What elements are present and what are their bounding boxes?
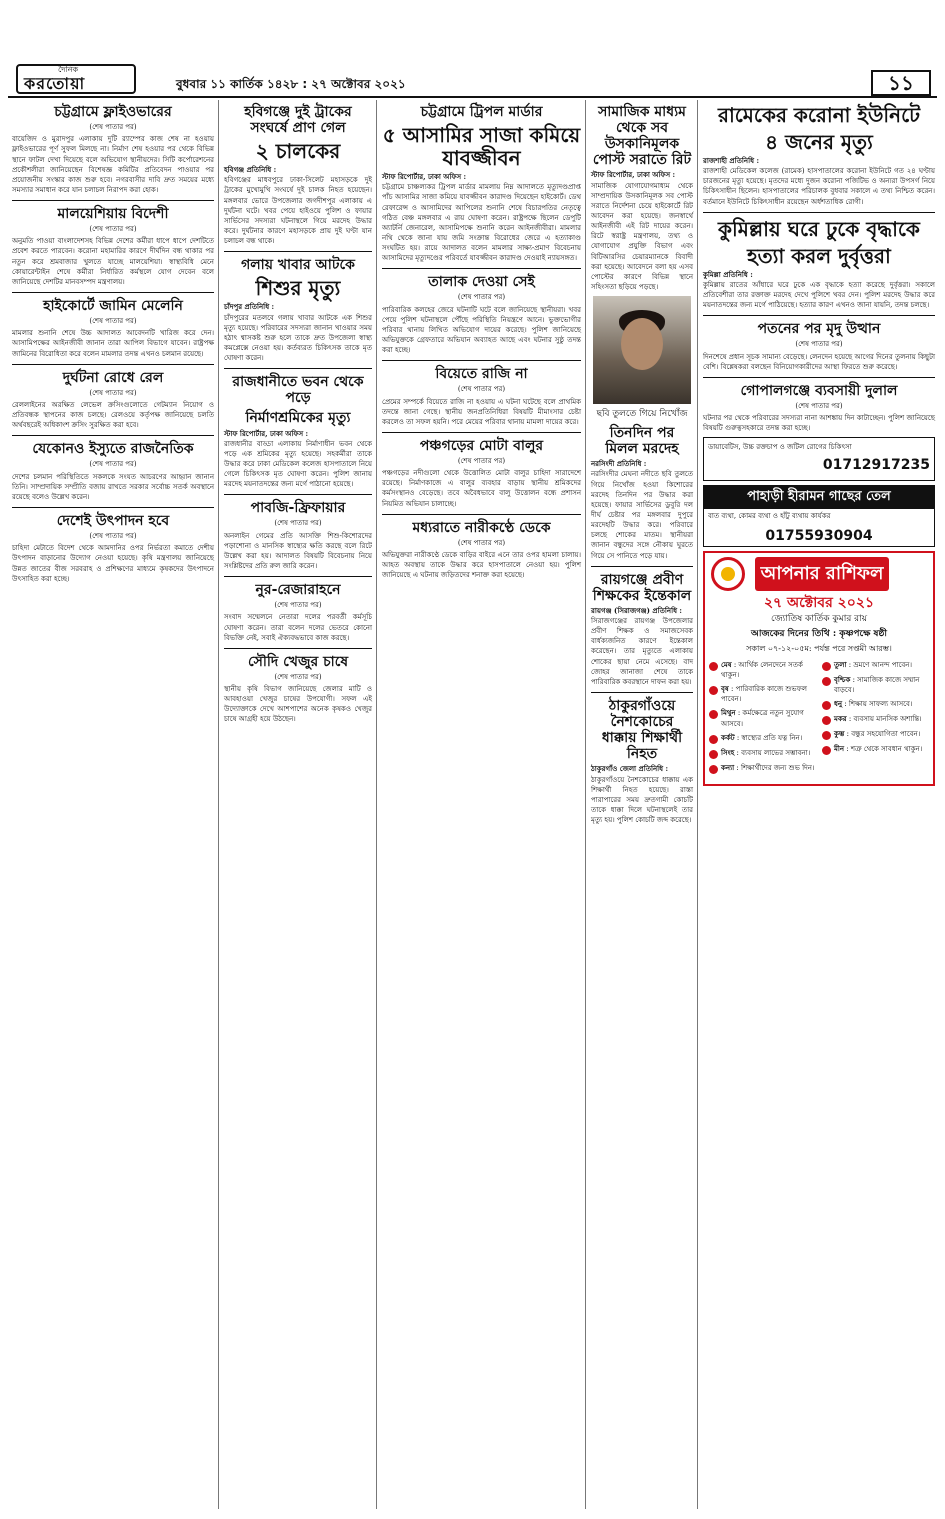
divider xyxy=(382,360,581,361)
byline: চাঁদপুর প্রতিনিধি : xyxy=(224,302,275,312)
article-body: অনলাইন গেমের প্রতি আসক্তি শিশু-কিশোরদের পড়াশোনা ও মানসিক স্বাস্থ্যের ক্ষতি করছে বলে রিটে উল্লেখ করা হয়। আদালত বিষয়টি বিবেচনায় নিয়ে সংশ্লিষ্টদের প্রতি রুল জারি করেন। xyxy=(224,531,372,571)
sign-content: মকর : ব্যবসায় মানসিক অশান্তি। xyxy=(834,714,922,724)
byline: রাজশাহী প্রতিনিধি : xyxy=(703,156,760,165)
divider xyxy=(224,648,372,649)
continued-label: (শেষ পাতার পর) xyxy=(274,672,322,681)
article-body: সংবাদ সম্মেলনে নেতারা দলের পরবর্তী কর্মসূচি ঘোষণা করেন। তারা বলেন দলের ভেতরে কোনো বিভক্তি নেই, সবাই ঐক্যবদ্ধভাবে কাজ করছে। xyxy=(224,613,372,642)
dateline: বুধবার ১১ কার্তিক ১৪২৮ : ২৭ অক্টোবর ২০২১ xyxy=(176,77,406,91)
horoscope-sign xyxy=(709,660,816,680)
sign-name: বৃষ xyxy=(721,684,729,694)
article-body: সিরাজগঞ্জের রায়গঞ্জ উপজেলার প্রবীণ শিক্ষক ও সমাজসেবক বার্ধক্যজনিত কারণে ইন্তেকাল করেছেন। তার মৃত্যুতে এলাকায় শোকের ছায়া নেমে এসেছে। বাদ জোহর জানাজা শেষে তাকে পারিবারিক কবরস্থানে দাফন করা হয়। xyxy=(591,617,693,686)
divider xyxy=(12,292,214,293)
sign-content: তুলা : ভ্রমণে আনন্দ পাবেন। xyxy=(834,659,912,669)
zodiac-icon xyxy=(709,662,718,671)
divider xyxy=(12,435,214,436)
horoscope-title: আপনার রাশিফল xyxy=(755,557,889,591)
sign-name: সিংহ xyxy=(721,747,735,757)
continued-label: (শেষ পাতার পর) xyxy=(89,460,137,469)
sign-text: পারিবারিক কাজে শুভফল পাবেন। xyxy=(721,685,807,704)
article-body: মামলার শুনানি শেষে উচ্চ আদালত আবেদনটি খারিজ করে দেন। আসামিপক্ষের আইনজীবী জানান তারা আপিল বিভাগে যাবেন। রাষ্ট্রপক্ষ জামিনের বিরোধিতা করে বলেন মামলার তদন্ত এখনও চলমান রয়েছে। xyxy=(12,329,214,358)
horoscope-sign xyxy=(709,733,816,744)
signs-right xyxy=(822,660,929,778)
continued-label: (শেষ পাতার পর) xyxy=(89,317,137,326)
zodiac-icon xyxy=(822,662,831,671)
divider xyxy=(12,364,214,365)
sign-text: ভ্রমণে আনন্দ পাবেন। xyxy=(853,660,912,669)
logo-prefix: দৈনিক xyxy=(58,65,79,74)
newspaper-logo xyxy=(16,64,136,94)
headline: গলায় খাবার আটকে xyxy=(241,257,355,274)
headline-line-2: ৪ জনের মৃত্যু xyxy=(765,130,873,154)
article-body: স্থানীয় কৃষি বিভাগ জানিয়েছে জেলার মাটি ও আবহাওয়া খেজুর চাষের উপযোগী। সফল এই উদ্যোক্তাকে দেখে আশপাশের অনেক কৃষকও খেজুর চাষে আগ্রহী হয়ে উঠছেন। xyxy=(224,685,372,724)
continued-label: (শেষ পাতার পর) xyxy=(89,532,137,541)
article-body: দিনশেষে প্রধান সূচক সামান্য বেড়েছে। লেনদেন হয়েছে আগের দিনের তুলনায় কিছুটা বেশি। বিশ্লেষকরা বলছেন বিনিয়োগকারীদের আস্থা ফিরতে শুরু করেছে। xyxy=(703,352,935,371)
article-body: রাজধানীর বাড্ডা এলাকায় নির্মাণাধীন ভবন থেকে পড়ে এক শ্রমিকের মৃত্যু হয়েছে। সহকর্মীরা তাকে উদ্ধার করে ঢাকা মেডিকেল কলেজ হাসপাতালে নিয়ে গেলে চিকিৎসক মৃত ঘোষণা করেন। পুলিশ জানায় মরদেহ ময়নাতদন্তের জন্য মর্গে পাঠানো হয়েছে। xyxy=(224,439,372,489)
byline: কুমিল্লা প্রতিনিধি : xyxy=(703,269,753,279)
horoscope-sign xyxy=(822,675,929,695)
sign-content: কুম্ভ : বন্ধুর সহযোগিতা পাবেন। xyxy=(834,729,921,739)
divider xyxy=(591,566,693,567)
zodiac-icon xyxy=(709,735,718,744)
article-body: রাজশাহী মেডিকেল কলেজ (রামেক) হাসপাতালের করোনা ইউনিটে গত ২৪ ঘণ্টায় চারজনের মৃত্যু হয়েছে। মৃতদের মধ্যে দুজন করোনা পজিটিভ ও অন্যরা উপসর্গ নিয়ে চিকিৎসাধীন ছিলেন। হাসপাতালের পরিচালক বুধবার সকালে এ তথ্য নিশ্চিত করেন। বর্তমানে ইউনিটে চিকিৎসাধীন রয়েছেন অর্ধশতাধিক রোগী। xyxy=(703,167,935,206)
divider xyxy=(703,377,935,378)
kicker: চট্টগ্রামে ট্রিপল মার্ডার xyxy=(420,104,543,120)
divider xyxy=(224,494,372,495)
sign-text: শিক্ষার্থীদের জন্য শুভ দিন। xyxy=(740,763,815,772)
divider xyxy=(224,368,372,369)
continued-label: (শেষ পাতার পর) xyxy=(89,225,137,234)
divider xyxy=(382,268,581,269)
sign-text: কর্মক্ষেত্রে নতুন সুযোগ আসবে। xyxy=(721,709,804,728)
headline: সামাজিক মাধ্যম থেকে সব উসকানিমূলক পোস্ট সরাতে রিট xyxy=(592,104,692,169)
column-4 xyxy=(591,100,693,828)
byline: স্টাফ রিপোর্টার, ঢাকা অফিস : xyxy=(224,428,309,438)
sign-content: মিথুন : কর্মক্ষেত্রে নতুন সুযোগ আসবে। xyxy=(721,708,804,728)
divider xyxy=(12,200,214,201)
zodiac-icon xyxy=(822,716,831,725)
sign-name: মকর xyxy=(834,714,847,724)
continued-label: (শেষ পাতার পর) xyxy=(457,385,506,394)
byline: ঠাকুরগাঁও জেলা প্রতিনিধি : xyxy=(591,764,669,774)
headline: তিনদিন পর মিলল মরদেহ xyxy=(605,425,679,458)
horoscope-date: ২৭ অক্টোবর ২০২১ xyxy=(763,595,875,612)
sign-name: মিথুন xyxy=(721,708,736,718)
horoscope-sign xyxy=(709,763,816,774)
sign-text: স্বাস্থ্যের প্রতি যত্ন নিন। xyxy=(741,733,803,742)
sign-text: শত্রু থেকে সাবধান থাকুন। xyxy=(850,745,923,754)
sign-name: কন্যা xyxy=(721,762,735,772)
column-divider xyxy=(376,100,377,1509)
headline-line-2: হত্যা করল দুর্বৃত্তরা xyxy=(747,243,891,268)
article-body: ঘটনার পর থেকে পরিবারের সদস্যরা নানা আশঙ্কায় দিন কাটাচ্ছেন। পুলিশ জানিয়েছে বিষয়টি গুরুত্বসহকারে তদন্ত করা হচ্ছে। xyxy=(703,414,935,433)
byline: স্টাফ রিপোর্টার, ঢাকা অফিস : xyxy=(382,172,467,182)
column-divider xyxy=(585,100,586,1509)
horoscope-sign xyxy=(822,699,929,710)
sign-content: মেষ : আর্থিক লেনদেনে সতর্ক থাকুন। xyxy=(721,659,803,680)
horoscope-sign xyxy=(822,729,929,740)
headline: বিয়েতে রাজি না xyxy=(435,366,528,383)
horoscope-sign xyxy=(709,708,816,728)
article-body: চট্টগ্রামে চাঞ্চল্যকর ট্রিপল মার্ডার মামলায় নিম্ন আদালতে মৃত্যুদণ্ডপ্রাপ্ত পাঁচ আসামির সাজা কমিয়ে যাবজ্জীবন কারাদণ্ড দিয়েছেন হাইকোর্ট। ডেথ রেফারেন্স ও আসামিদের আপিলের শুনানি শেষে বিচারপতির নেতৃত্বে গঠিত বেঞ্চ মঙ্গলবার এ রায় ঘোষণা করেন। রাষ্ট্রপক্ষে ছিলেন ডেপুটি অ্যাটর্নি জেনারেল, আসামিপক্ষে শুনানি করেন আইনজীবীরা। মামলার নথি থেকে জানা যায় জমি সংক্রান্ত বিরোধের জেরে এ হত্যাকাণ্ড সংঘটিত হয়। রায়ে আদালত বলেন মামলার সাক্ষ্য-প্রমাণ বিবেচনায় আসামিদের মৃত্যুদণ্ডের পরিবর্তে যাবজ্জীবন কারাদণ্ড দেওয়াই ন্যায়সঙ্গত। xyxy=(382,183,581,263)
article-body: অনুমতি পাওয়া বাংলাদেশসহ বিভিন্ন দেশের কর্মীরা ধাপে ধাপে দেশটিতে প্রবেশ করতে পারবেন। করোনা মহামারির কারণে দীর্ঘদিন বন্ধ থাকার পর নতুন করে শ্রমবাজার খুলতে যাচ্ছে মালয়েশিয়া। স্বাস্থ্যবিধি মেনে কোয়ারেন্টাইন শেষে কর্মীরা নির্ধারিত কর্মস্থলে যোগ দেবেন বলে জানিয়েছে দেশটির মানবসম্পদ মন্ত্রণালয়। xyxy=(12,237,214,286)
continued-label: (শেষ পাতার পর) xyxy=(457,457,506,466)
continued-label: (শেষ পাতার পর) xyxy=(457,293,506,302)
headline: মধ্যরাতে নারীকণ্ঠে ডেকে xyxy=(412,519,551,536)
zodiac-icon xyxy=(822,701,831,710)
article-body: চাঁদপুরের মতলবে গলায় খাবার আটকে এক শিশুর মৃত্যু হয়েছে। পরিবারের সদস্যরা জানান খাওয়ার সময় হঠাৎ শ্বাসকষ্ট শুরু হলে তাকে দ্রুত উপজেলা স্বাস্থ্য কমপ্লেক্সে নেওয়া হয়। কর্তব্যরত চিকিৎসক তাকে মৃত ঘোষণা করেন। xyxy=(224,313,372,363)
byline: রায়গঞ্জ (সিরাজগঞ্জ) প্রতিনিধি : xyxy=(591,605,683,615)
sign-text: ব্যবসায় লাভের সম্ভাবনা। xyxy=(741,748,811,757)
photo-face xyxy=(621,318,663,370)
zodiac-icon xyxy=(822,731,831,740)
headline: কুমিল্লায় ঘরে ঢুকে বৃদ্ধাকে xyxy=(718,216,920,241)
zodiac-icon xyxy=(822,746,831,755)
horoscope-sign xyxy=(822,714,929,725)
headline: রামেকের করোনা ইউনিটে xyxy=(717,103,921,127)
article-body: হবিগঞ্জের মাধবপুরে ঢাকা-সিলেট মহাসড়কে দুই ট্রাকের মুখোমুখি সংঘর্ষে দুই চালক নিহত হয়েছেন। মঙ্গলবার ভোরে উপজেলার জগদীশপুর এলাকায় এ দুর্ঘটনা ঘটে। খবর পেয়ে হাইওয়ে পুলিশ ও ফায়ার সার্ভিসের সদস্যরা ঘটনাস্থলে গিয়ে মরদেহ উদ্ধার করে। দুর্ঘটনার কারণে মহাসড়কে প্রায় দুই ঘণ্টা যান চলাচল বন্ধ থাকে। xyxy=(224,176,372,246)
sign-name: মেষ xyxy=(721,659,732,669)
divider xyxy=(12,507,214,508)
signs-left xyxy=(709,660,816,778)
headline: পাবজি-ফ্রিফায়ার xyxy=(250,500,346,517)
sign-content: ধনু : শিক্ষায় সাফল্য আসবে। xyxy=(834,699,913,709)
logo-title: করতোয়া xyxy=(24,74,86,93)
zodiac-icon xyxy=(822,677,831,686)
zodiac-icon xyxy=(709,710,718,719)
continued-label: (শেষ পাতার পর) xyxy=(274,519,322,528)
byline: হবিগঞ্জ প্রতিনিধি : xyxy=(224,165,277,175)
article-body: ঠাকুরগাঁওয়ে নৈশকোচের ধাক্কায় এক শিক্ষার্থী নিহত হয়েছে। রাস্তা পারাপারের সময় দ্রুতগামী কোচটি তাকে ধাক্কা দিলে ঘটনাস্থলেই তার মৃত্যু হয়। পুলিশ কোচটি জব্দ করেছে। xyxy=(591,775,693,825)
headline-line-2: ২ চালকের xyxy=(255,139,341,164)
headline: মালয়েশিয়ায় বিদেশী xyxy=(57,206,169,223)
page-number: ১১ xyxy=(871,70,931,96)
tithi-line: আজকের দিনের তিথি : কৃষ্ণপক্ষে ষষ্ঠী xyxy=(751,629,887,640)
photo-caption: ছবি তুলতে গিয়ে নিখোঁজ xyxy=(596,409,688,420)
article-body: দেশের চলমান পরিস্থিতিতে সকলকে সংযত আচরণের আহ্বান জানান তিনি। সাম্প্রদায়িক সম্প্রীতি বজায় রাখতে সরকার সর্বোচ্চ সতর্ক অবস্থানে রয়েছে বলেও উল্লেখ করেন। xyxy=(12,472,214,501)
divider xyxy=(224,251,372,252)
horoscope-sign xyxy=(709,684,816,704)
sign-text: সামাজিক কাজে সম্মান বাড়বে। xyxy=(834,675,920,695)
continued-label: (শেষ পাতার পর) xyxy=(795,401,843,410)
ad-phone: 01755930904 xyxy=(765,527,873,544)
divider xyxy=(224,576,372,577)
divider xyxy=(703,212,935,213)
sign-content: সিংহ : ব্যবসায় লাভের সম্ভাবনা। xyxy=(721,747,811,757)
headline: তালাক দেওয়া সেই xyxy=(428,274,535,291)
sign-content: কর্কট : স্বাস্থ্যের প্রতি যত্ন নিন। xyxy=(721,732,803,742)
continued-label: (শেষ পাতার পর) xyxy=(274,601,322,610)
headline: দুর্ঘটনা রোধে রেল xyxy=(62,369,164,386)
article-body: সামাজিক যোগাযোগমাধ্যম থেকে সাম্প্রদায়িক উসকানিমূলক সব পোস্ট সরাতে নির্দেশনা চেয়ে হাইকোর্টে রিট আবেদন করা হয়েছে। জনস্বার্থে আইনজীবী এই রিট দায়ের করেন। রিটে স্বরাষ্ট্র মন্ত্রণালয়, তথ্য ও যোগাযোগ প্রযুক্তি বিভাগ এবং বিটিআরসির চেয়ারম্যানকে বিবাদী করা হয়েছে। আবেদনে বলা হয় এসব পোস্টের কারণে বিভিন্ন স্থানে সহিংসতা ছড়িয়ে পড়ছে। xyxy=(591,181,693,291)
continued-label: (শেষ পাতার পর) xyxy=(795,340,843,349)
headline: পতনের পর মৃদু উত্থান xyxy=(757,321,881,338)
horoscope-box xyxy=(703,551,935,786)
divider xyxy=(382,514,581,515)
tithi-time: সকাল ০৭-১২-০৫ম: পর্যন্ত পরে সপ্তমী আরম্ভ। xyxy=(746,644,892,654)
divider xyxy=(382,432,581,433)
byline: নরসিংদী প্রতিনিধি : xyxy=(591,459,647,469)
article-body: নরসিংদীর মেঘনা নদীতে ছবি তুলতে গিয়ে নিখোঁজ হওয়া কিশোরের মরদেহ তিনদিন পর উদ্ধার করা হয়েছে। ফায়ার সার্ভিসের ডুবুরি দল দীর্ঘ চেষ্টার পর মঙ্গলবার দুপুরে মরদেহটি উদ্ধার করে। পরিবারে চলছে শোকের মাতম। স্থানীয়রা জানান বন্ধুদের সঙ্গে নৌকায় ঘুরতে গিয়ে সে পানিতে পড়ে যায়। xyxy=(591,470,693,560)
sign-text: বন্ধুর সহযোগিতা পাবেন। xyxy=(851,730,921,739)
article-body: রেললাইনের অরক্ষিত লেভেল ক্রসিংগুলোতে গেটম্যান নিয়োগ ও প্রতিবন্ধক স্থাপনের কাজ চলছে। রেলওয়ে কর্তৃপক্ষ জানিয়েছে চলতি অর্থবছরেই অধিকাংশ ক্রসিং সুরক্ষিত করা হবে। xyxy=(12,400,214,430)
article-body: বায়েজিদ ও মুরাদপুর এলাকায় দুটি র‌্যাম্পের কাজ শেষ না হওয়ায় ফ্লাইওভারের পূর্ণ সুফল মিলছে না। নির্মাণ শেষ হওয়ার পর থেকে বিভিন্ন স্থানে ফাটল দেখা দিয়েছে বলে অভিযোগ স্থানীয়দের। সিটি কর্পোরেশনের প্রকৌশলীরা জানিয়েছেন বিশেষজ্ঞ কমিটির প্রতিবেদন পাওয়ার পর প্রয়োজনীয় সংস্কার কাজ শুরু হবে। নগরবাসীর দাবি দ্রুত সময়ের মধ্যে সমস্যার সমাধান করে যান চলাচল নিরাপদ করা হোক। xyxy=(12,135,214,194)
advertisement-oil xyxy=(703,485,935,547)
ad-text: বাত ব্যথা, কোমর ব্যথা ও হাঁটু ব্যথায় কার্যকর xyxy=(708,511,831,520)
headline: রাজধানীতে ভবন থেকে পড়ে xyxy=(232,374,364,407)
sign-name: কর্কট xyxy=(721,732,735,742)
headline: হাইকোর্টে জামিন মেলেনি xyxy=(43,298,183,315)
zodiac-icon xyxy=(709,750,718,759)
sign-text: শিক্ষায় সাফল্য আসবে। xyxy=(848,700,913,709)
sign-name: বৃশ্চিক xyxy=(834,674,851,684)
column-divider xyxy=(697,100,698,1509)
column-5 xyxy=(703,100,935,790)
sign-text: আর্থিক লেনদেনে সতর্ক থাকুন। xyxy=(721,660,803,680)
horoscope-sign xyxy=(822,744,929,755)
sign-name: মীন xyxy=(834,744,845,754)
headline: ঠাকুরগাঁওয়ে নৈশকোচের ধাক্কায় শিক্ষার্থী নিহত xyxy=(601,698,683,763)
headline: হবিগঞ্জে দুই ট্রাকের সংঘর্ষে প্রাণ গেল xyxy=(244,104,352,137)
ad-text: ডায়াবেটিস, উচ্চ রক্তচাপ ও জটিল রোগের চিকিৎসা xyxy=(708,443,852,452)
byline: স্টাফ রিপোর্টার, ঢাকা অফিস : xyxy=(591,170,676,180)
sign-content: বৃশ্চিক : সামাজিক কাজে সম্মান বাড়বে। xyxy=(834,674,920,695)
horoscope-signs xyxy=(709,660,929,778)
divider xyxy=(703,315,935,316)
article-body: পঞ্চগড়ের নদীগুলো থেকে উত্তোলিত মোটা বালুর চাহিদা সারাদেশে রয়েছে। নির্মাণকাজে এ বালুর ব্যবহার বাড়ায় স্থানীয় শ্রমিকদের কর্মসংস্থানও বেড়েছে। তবে অবৈধভাবে বালু উত্তোলন বন্ধে প্রশাসন নিয়মিত অভিযান চালাচ্ছে। xyxy=(382,469,581,508)
article-body: কুমিল্লায় রাতের আঁধারে ঘরে ঢুকে এক বৃদ্ধাকে হত্যা করেছে দুর্বৃত্তরা। সকালে প্রতিবেশীরা তার রক্তাক্ত মরদেহ দেখে পুলিশে খবর দেন। পুলিশ মরদেহ উদ্ধার করে ময়নাতদন্তের জন্য মর্গে পাঠিয়েছে। হত্যার কারণ এখনও জানা যায়নি, তদন্ত চলছে। xyxy=(703,280,935,310)
headline: সৌদি খেজুর চাষে xyxy=(247,653,349,670)
masthead-rule xyxy=(8,96,937,98)
masthead xyxy=(8,4,937,96)
lead-headline: ৫ আসামির সাজা কমিয়ে যাবজ্জীবন xyxy=(382,123,581,171)
horoscope-author: জ্যোতিষ কার্তিক কুমার রায় xyxy=(770,614,868,625)
sign-text: ব্যবসায় মানসিক অশান্তি। xyxy=(853,715,922,724)
sign-content: বৃষ : পারিবারিক কাজে শুভফল পাবেন। xyxy=(721,684,807,704)
horoscope-sign xyxy=(822,660,929,671)
sign-name: কুম্ভ xyxy=(834,729,845,739)
sign-content: মীন : শত্রু থেকে সাবধান থাকুন। xyxy=(834,744,923,754)
headline: গোপালগঞ্জে ব্যবসায়ী দুলাল xyxy=(740,382,898,399)
article-body: পারিবারিক কলহের জেরে ঘটনাটি ঘটে বলে জানিয়েছে স্থানীয়রা। খবর পেয়ে পুলিশ ঘটনাস্থলে পৌঁছে পরিস্থিতি নিয়ন্ত্রণে আনে। ভুক্তভোগীর পরিবার থানায় লিখিত অভিযোগ দায়ের করেছে। পুলিশ জানিয়েছে অভিযুক্তকে গ্রেফতারে অভিযান অব্যাহত আছে এবং ঘটনার সুষ্ঠু তদন্ত করা হচ্ছে। xyxy=(382,305,581,355)
article-body: অভিযুক্তরা নারীকণ্ঠে ডেকে বাড়ির বাইরে এনে তার ওপর হামলা চালায়। আহত অবস্থায় তাকে উদ্ধার করে হাসপাতালে নেওয়া হয়। পুলিশ জানিয়েছে এ ঘটনায় জড়িতদের শনাক্ত করা হয়েছে। xyxy=(382,550,581,580)
headline-line-2: শিশুর মৃত্যু xyxy=(255,276,341,301)
sign-name: তুলা xyxy=(834,659,847,669)
headline: যেকোনও ইস্যুতে রাজনৈতিক xyxy=(32,441,194,458)
continued-label: (শেষ পাতার পর) xyxy=(89,388,137,397)
continued-label: (শেষ পাতার পর) xyxy=(89,123,137,132)
zodiac-icon xyxy=(709,686,718,695)
sign-name: ধনু xyxy=(834,699,843,709)
zodiac-icon xyxy=(709,765,718,774)
sign-content: কন্যা : শিক্ষার্থীদের জন্য শুভ দিন। xyxy=(721,762,815,772)
headline: রায়গঞ্জে প্রবীণ শিক্ষকের ইন্তেকাল xyxy=(592,571,692,604)
ad-phone: 01712917235 xyxy=(822,457,930,474)
column-2 xyxy=(224,100,372,728)
divider xyxy=(591,692,693,693)
ad-title: পাহাড়ী হীরামন গাছের তেল xyxy=(704,486,934,509)
headline: দেশেই উৎপাদন হবে xyxy=(56,512,170,529)
headline-line-2: নির্মাণশ্রমিকের মৃত্যু xyxy=(245,410,351,427)
headline: চট্টগ্রামে ফ্লাইওভারের xyxy=(54,104,172,120)
column-divider xyxy=(218,100,219,1509)
column-3 xyxy=(382,100,581,583)
advertisement-clinic xyxy=(703,437,935,480)
article-body: প্রেমের সম্পর্কে বিয়েতে রাজি না হওয়ায় এ ঘটনা ঘটেছে বলে প্রাথমিক তদন্তে জানা গেছে। স্থানীয় জনপ্রতিনিধিরা বিষয়টি মীমাংসার চেষ্টা করলেও তা সফল হয়নি। পরে মেয়ের পরিবার থানায় মামলা দায়ের করে। xyxy=(382,397,581,426)
column-1 xyxy=(12,100,214,587)
headline: নুর-রেজারাহনে xyxy=(255,582,341,599)
continued-label: (শেষ পাতার পর) xyxy=(457,538,506,547)
headline: পঞ্চগড়ের মোটা বালুর xyxy=(419,437,544,454)
article-body: চাহিদা মেটাতে বিদেশ থেকে আমদানির ওপর নির্ভরতা কমাতে দেশীয় উৎপাদন বাড়ানোর উদ্যোগ নেওয়া হয়েছে। কৃষি মন্ত্রণালয় জানিয়েছে উন্নত জাতের বীজ সরবরাহ ও প্রশিক্ষণের মাধ্যমে কৃষকদের উৎপাদনে উৎসাহিত করা হচ্ছে। xyxy=(12,544,214,583)
sun-emblem-icon xyxy=(711,557,745,591)
horoscope-sign xyxy=(709,748,816,759)
news-photo xyxy=(593,296,691,404)
